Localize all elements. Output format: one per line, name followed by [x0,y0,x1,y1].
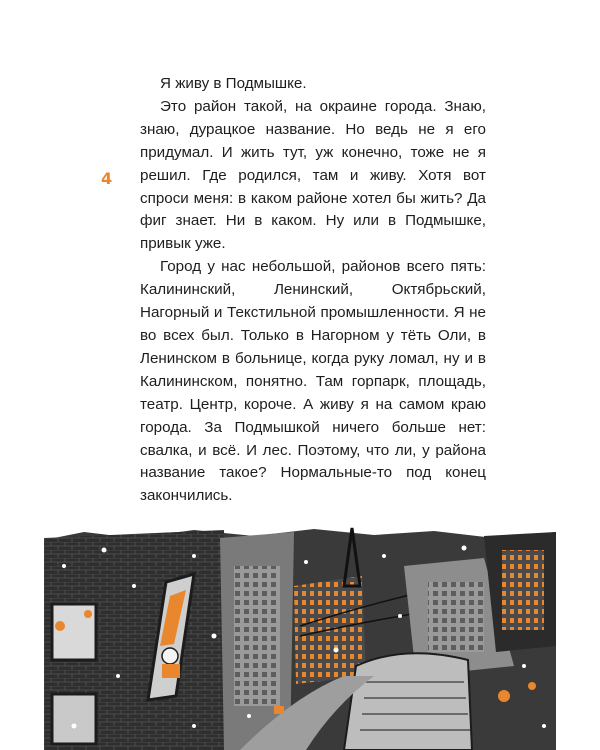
paragraph: Я живу в Подмышке. [160,75,307,92]
window-light [55,621,65,631]
mid-building-windows [234,566,280,706]
kid-head [162,648,178,664]
window [52,694,96,744]
city-illustration [44,526,556,750]
kid-body [162,664,180,678]
paragraph: Город у нас небольшой, районов всего пять: Калининский, Ленинский, Октябрьский, Нагорный и Текстильной промышленности. Я не во всех был. Только в Нагорном у тёть Оли, в Ленинском в больнице, когда руку ломал, ну и в Калининском, понятно. Там горпарк, площадь, театр. Центр, короче. А живу я на самом краю города. За Подмышкой ничего больше нет: свалка, и всё. И лес. Поэтому, что ли, у района название такое? Нормальные-то под конец закончились. [140,258,486,505]
page-number: 4 [101,169,113,188]
body-text [140,73,486,508]
paragraph: Это район такой, на окраине города. Знаю, знаю, дурацкое название. Но ведь не я его придумал. И жить тут, уж конечно, тоже не я решил. Где родился, там и живу. Хотя вот спроси меня: в каком районе хотел бы жить? Да фиг знает. Ни в каком. Ну или в Подмышке, привык уже. [140,97,486,253]
window-light [84,610,92,618]
foreground-building [344,653,472,750]
